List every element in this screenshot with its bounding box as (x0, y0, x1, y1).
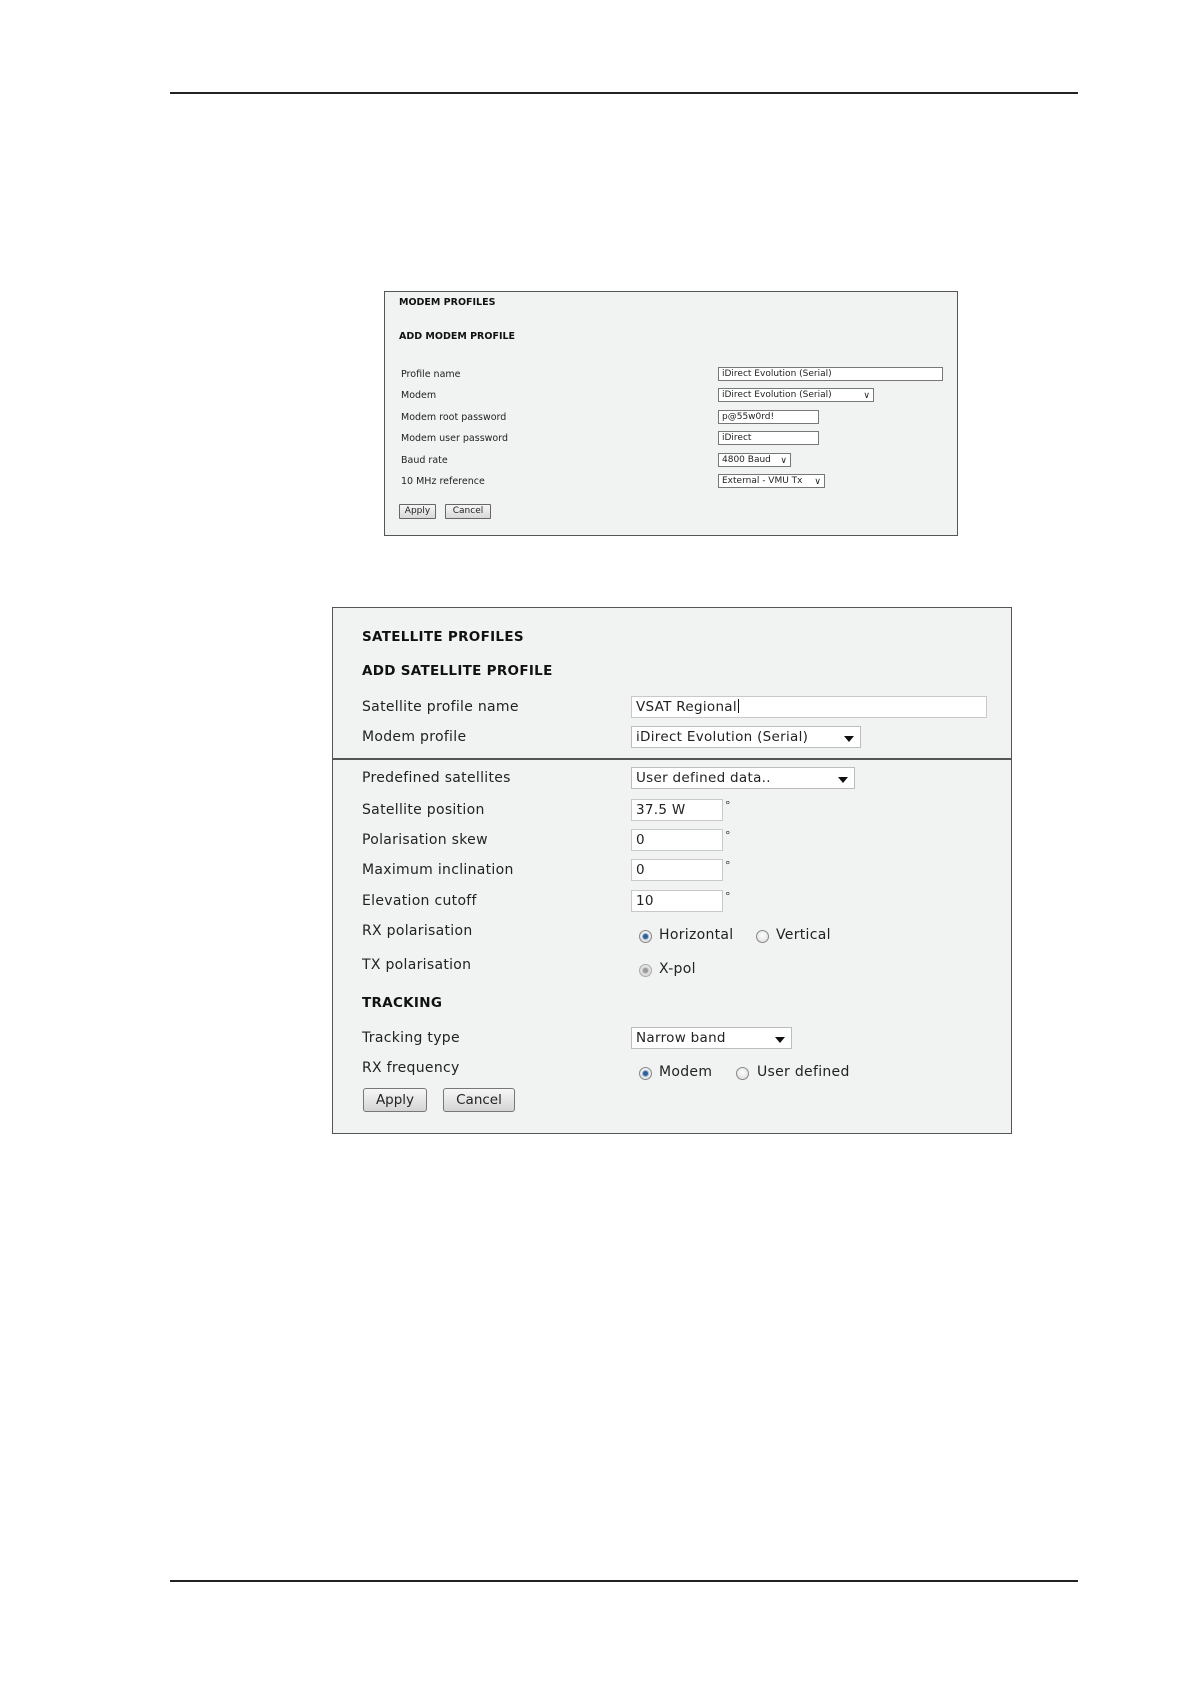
tracking-type-select-value: Narrow band (636, 1030, 726, 1046)
text-cursor (738, 699, 739, 713)
profile-name-input[interactable]: iDirect Evolution (Serial) (718, 367, 943, 381)
baud-rate-select[interactable] (718, 453, 791, 467)
footer-rule (170, 1580, 1078, 1582)
baud-rate-label: Baud rate (401, 455, 448, 466)
degree-unit: ° (725, 859, 731, 872)
rx-polarisation-vertical-label[interactable]: Vertical (776, 927, 831, 943)
satellite-profile-name-label: Satellite profile name (362, 699, 519, 715)
chevron-down-icon: ∨ (863, 391, 870, 401)
satellite-position-input[interactable]: 37.5 W (631, 799, 723, 821)
baud-rate-select-value: 4800 Baud (722, 455, 771, 465)
tracking-title: TRACKING (362, 995, 443, 1011)
chevron-down-icon: ∨ (814, 477, 821, 487)
satellite-form-title: ADD SATELLITE PROFILE (362, 663, 553, 679)
rx-frequency-user-defined-radio[interactable] (736, 1067, 749, 1080)
satellite-profile-panel (332, 607, 1012, 1134)
modem-select[interactable] (718, 388, 874, 402)
modem-root-password-label: Modem root password (401, 412, 507, 423)
satellite-section-title: SATELLITE PROFILES (362, 629, 524, 645)
elevation-cutoff-label: Elevation cutoff (362, 893, 477, 909)
satellite-profile-name-input[interactable] (631, 696, 987, 718)
modem-profile-panel (384, 291, 958, 536)
degree-unit: ° (725, 890, 731, 903)
chevron-down-icon (775, 1037, 785, 1043)
tracking-type-label: Tracking type (362, 1030, 460, 1046)
header-rule (170, 92, 1078, 94)
polarisation-skew-input[interactable]: 0 (631, 829, 723, 851)
predefined-satellites-label: Predefined satellites (362, 770, 511, 786)
tx-polarisation-xpol-label: X-pol (659, 961, 696, 977)
rx-frequency-modem-label[interactable]: Modem (659, 1064, 713, 1080)
modem-profile-select[interactable] (631, 726, 861, 748)
maximum-inclination-label: Maximum inclination (362, 862, 514, 878)
modem-label: Modem (401, 390, 437, 401)
modem-user-password-label: Modem user password (401, 433, 509, 444)
modem-user-password-input[interactable]: iDirect (718, 431, 819, 445)
tx-polarisation-label: TX polarisation (362, 957, 472, 973)
polarisation-skew-label: Polarisation skew (362, 832, 488, 848)
chevron-down-icon (844, 736, 854, 742)
tracking-type-select[interactable] (631, 1027, 792, 1049)
rx-polarisation-horizontal-label[interactable]: Horizontal (659, 927, 734, 943)
chevron-down-icon: ∨ (780, 456, 787, 466)
mhz-reference-select-value: External - VMU Tx (722, 476, 803, 486)
modem-select-value: iDirect Evolution (Serial) (722, 390, 832, 400)
modem-profile-select-value: iDirect Evolution (Serial) (636, 729, 809, 745)
modem-section-title: MODEM PROFILES (399, 297, 496, 308)
modem-apply-button[interactable]: Apply (399, 504, 436, 519)
tx-polarisation-xpol-radio (639, 964, 652, 977)
satellite-cancel-button[interactable]: Cancel (443, 1088, 515, 1112)
satellite-position-label: Satellite position (362, 802, 485, 818)
rx-frequency-modem-radio[interactable] (639, 1067, 652, 1080)
satellite-profile-name-value: VSAT Regional (636, 699, 737, 715)
maximum-inclination-input[interactable]: 0 (631, 859, 723, 881)
mhz-reference-select[interactable] (718, 474, 825, 488)
rx-polarisation-vertical-radio[interactable] (756, 930, 769, 943)
satellite-apply-button[interactable]: Apply (363, 1088, 427, 1112)
rx-polarisation-label: RX polarisation (362, 923, 473, 939)
rx-frequency-user-defined-label[interactable]: User defined (757, 1064, 850, 1080)
degree-unit: ° (725, 829, 731, 842)
modem-form-title: ADD MODEM PROFILE (399, 331, 516, 342)
modem-root-password-input[interactable]: p@55w0rd! (718, 410, 819, 424)
predefined-satellites-select-value: User defined data.. (636, 770, 771, 786)
mhz-reference-label: 10 MHz reference (401, 476, 485, 487)
predefined-satellites-select[interactable] (631, 767, 855, 789)
modem-profile-label: Modem profile (362, 729, 467, 745)
modem-cancel-button[interactable]: Cancel (445, 504, 491, 519)
section-divider (333, 758, 1011, 760)
chevron-down-icon (838, 777, 848, 783)
rx-polarisation-horizontal-radio[interactable] (639, 930, 652, 943)
degree-unit: ° (725, 799, 731, 812)
elevation-cutoff-input[interactable]: 10 (631, 890, 723, 912)
profile-name-label: Profile name (401, 369, 461, 380)
rx-frequency-label: RX frequency (362, 1060, 460, 1076)
